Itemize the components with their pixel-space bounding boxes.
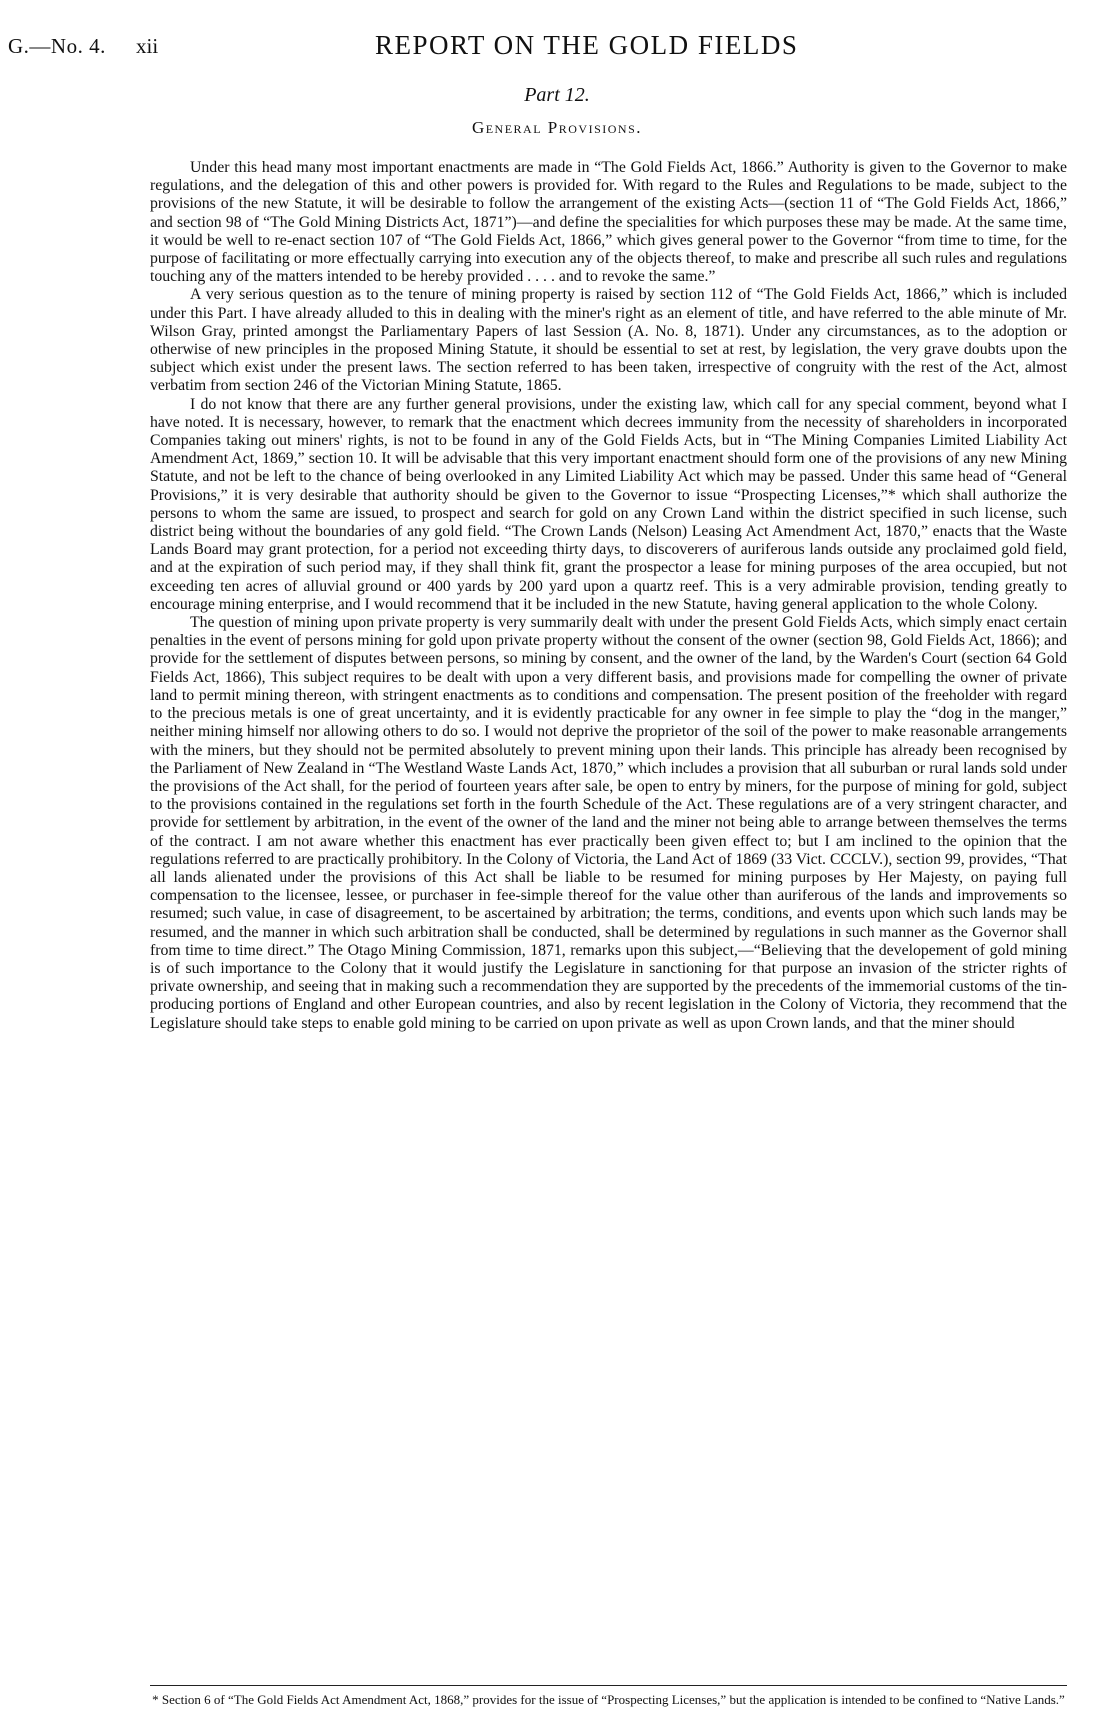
paragraph: The question of mining upon private property is very summarily dealt with under the present Gold Fields Acts, which simply enact certain penalties in the event of persons mining for gold upon private property without the consent of the owner (section 98, Gold Fields Act, 1866); and provide for the settlement of disputes between persons, so mining by consent, and the owner of the land, by the Warden's Court (section 64 Gold Fields Act, 1866), This subject requires to be dealt with upon a very different basis, and provisions made for compelling the owner of private land to permit mining thereon, with stringent enactments as to conditions and compensation. The present position of the freeholder with regard to the precious metals is one of great uncertainty, and it is evidently practicable for any owner in fee simple to play the “dog in the manger,” neither mining himself nor allowing others to do so. I would not deprive the proprietor of the soil of the power to make reasonable arrangements with the miners, but they should not be permited absolutely to prevent mining upon their lands. This principle has already been recognised by the Parliament of New Zealand in “The Westland Waste Lands Act, 1870,” which includes a provision that all suburban or rural lands sold under the provisions of the Act shall, for the period of fourteen years after sale, be open to entry by miners, for the purpose of mining for gold, subject to the provisions contained in the regulations set forth in the fourth Schedule of the Act. These regulations are of a very stringent character, and provide for settlement by arbitration, in the event of the owner of the land and the miner not being able to arrange between themselves the terms of the contract. I am not aware whether this enactment has ever practically been given effect to; but I am inclined to the opinion that the regulations referred to are practically prohibitory. In the Colony of Victoria, the Land Act of 1869 (33 Vict. CCCLV.), section 99, provides, “That all lands alienated under the provisions of this Act shall be liable to be resumed for mining purposes by Her Majesty, on paying full compensation to the licensee, lessee, or purchaser in fee-simple thereof for the value other than auriferous of the lands and improvements so resumed; such value, in case of disagreement, to be ascertained by arbitration; the terms, conditions, and events upon which such lands may be resumed, and the manner in which such arbitration shall be conducted, shall be determined by regulations in such manner as the Governor shall from time to time direct.” The Otago Mining Commission, 1871, remarks upon this subject,—“Believing that the developement of gold mining is of such importance to the Colony that it would justify the Legislature in sanctioning for that purpose an invasion of the stricter rights of private ownership, and seeing that in making such a recommendation they are supported by the precedents of the immemorial customs of the tin-producing portions of England and other European countries, and also by recent legislation in the Colony of Victoria, they recommend that the Legislature should take steps to enable gold mining to be carried on upon private as well as upon Crown lands, and that the miner should [150,614,1067,1032]
footnote: * Section 6 of “The Gold Fields Act Amendment Act, 1868,” provides for the issue of “Prospecting Licenses,” but the application is intended to be confined to “Native Lands.” [152,1692,1065,1707]
page-header [8,30,1068,66]
paragraph: A very serious question as to the tenure of mining property is raised by section 112 of “The Gold Fields Act, 1866,” which is included under this Part. I have already alluded to this in dealing with the miner's right as an element of title, and have referred to the able minute of Mr. Wilson Gray, printed amongst the Parliamentary Papers of last Session (A. No. 8, 1871). Under any circumstances, as to the adoption or otherwise of new principles in the proposed Mining Statute, it should be essential to set at rest, by legislation, the very grave doubts upon the subject which exist under the present laws. The section referred to has been taken, irrespective of congruity with the rest of the Act, almost verbatim from section 246 of the Victorian Mining Statute, 1865. [150,286,1067,395]
footnote-divider [150,1685,1067,1686]
body-text [150,159,1067,1033]
section-heading: General Provisions. [471,118,643,137]
paragraph: Under this head many most important enactments are made in “The Gold Fields Act, 1866.” Authority is given to the Governor to make regulations, and the delegation of this and other powers is provided for. With regard to the Rules and Regulations to be made, subject to the provisions of the new Statute, it will be desirable to follow the arrangement of the existing Acts—(section 11 of “The Gold Fields Act, 1866,” and section 98 of “The Gold Mining Districts Act, 1871”)—and define the specialities for which purposes these may be made. At the same time, it would be well to re-enact section 107 of “The Gold Fields Act, 1866,” which gives general power to the Governor “from time to time, for the purpose of facilitating or more effectually carrying into execution any of the objects thereof, to make and prescribe all such rules and regulations touching any of the matters intended to be hereby provided . . . . and to revoke the same.” [150,159,1067,286]
part-heading: Part 12. [524,84,590,106]
document-code: G.—No. 4. [8,34,106,58]
running-title: REPORT ON THE GOLD FIELDS [375,30,799,60]
paragraph: I do not know that there are any further general provisions, under the existing law, which call for any special comment, beyond what I have noted. It is necessary, however, to remark that the enactment which decrees immunity from the necessity of shareholders in incorporated Companies taking out miners' rights, is not to be found in any of the Gold Fields Acts, but in “The Mining Companies Limited Liability Act Amendment Act, 1869,” section 10. It will be advisable that this very important enactment should form one of the provisions of any new Mining Statute, and not be left to the chance of being overlooked in any Limited Liability Act which may be passed. Under this same head of “General Provisions,” it is very desirable that authority should be given to the Governor to issue “Prospecting Licenses,”* which shall authorize the persons to whom the same are issued, to prospect and search for gold on any Crown Land within the district specified in such license, such district being without the boundaries of any gold field. “The Crown Lands (Nelson) Leasing Act Amendment Act, 1870,” enacts that the Waste Lands Board may grant protection, for a period not exceeding thirty days, to discoverers of auriferous lands outside any proclaimed gold field, and at the expiration of such period may, if they shall think fit, grant the prospector a lease for mining purposes of the area occupied, but not exceeding ten acres of alluvial ground or 400 yards by 200 yard upon a quartz reef. This is a very admirable provision, tending greatly to encourage mining enterprise, and I would recommend that it be included in the new Statute, having general application to the whole Colony. [150,395,1067,613]
page-number: xii [136,34,159,58]
